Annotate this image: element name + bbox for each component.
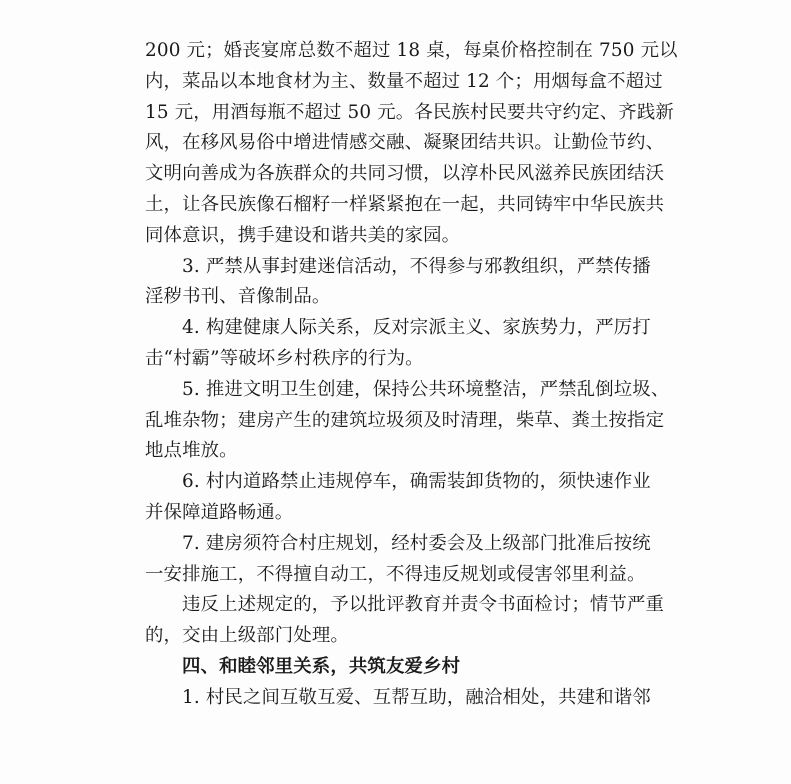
section-heading: [145, 652, 650, 683]
paragraph-continued: [145, 36, 678, 252]
clause-paragraph: [145, 529, 650, 591]
clause-paragraph: [145, 375, 670, 467]
text-line: 200 元；婚丧宴席总数不超过 18 桌，每桌价格控制在 750 元以: [145, 40, 678, 61]
text-line: 击“村霸”等破坏乡村秩序的行为。: [145, 347, 424, 369]
text-line: 内，菜品以本地食材为主、数量不超过 12 个；用烟每盒不超过: [145, 70, 663, 92]
clause-paragraph: [145, 467, 650, 529]
text-line: 违反上述规定的，予以批评教育并责令书面检讨；情节严重: [182, 594, 665, 616]
text-line: 同体意识，携手建设和谐共美的家园。: [145, 224, 461, 246]
text-line: 一安排施工，不得擅自动工，不得违反规划或侵害邻里利益。: [145, 563, 646, 585]
text-line: 并保障道路畅通。: [145, 501, 294, 523]
penalty-paragraph: [145, 590, 665, 652]
text-line: 文明向善成为各族群众的共同习惯，以淳朴民风滋养民族团结沃: [145, 163, 665, 185]
text-line: 的，交由上级部门处理。: [145, 625, 349, 647]
clause-paragraph: [145, 313, 650, 375]
text-line: 土，让各民族像石榴籽一样紧紧抱在一起，共同铸牢中华民族共: [145, 193, 665, 215]
text-line: 6. 村内道路禁止违规停车，确需装卸货物的，须快速作业: [182, 471, 651, 493]
text-line: 乱堆杂物；建房产生的建筑垃圾须及时清理，柴草、粪土按指定: [145, 409, 665, 431]
text-line: 5. 推进文明卫生创建，保持公共环境整洁，严禁乱倒垃圾、: [182, 378, 670, 400]
text-line: 风，在移风易俗中增进情感交融、凝聚团结共识。让勤俭节约、: [145, 132, 665, 154]
text-line: 地点堆放。: [145, 440, 238, 462]
text-line: 淫秽书刊、音像制品。: [145, 286, 331, 308]
text-line: 1. 村民之间互敬互爱、互帮互助，融洽相处，共建和谐邻: [182, 686, 651, 708]
text-line: 15 元，用酒每瓶不超过 50 元。各民族村民要共守约定、齐践新: [145, 101, 674, 123]
section-heading-text: 四、和睦邻里关系，共筑友爱乡村: [182, 655, 461, 677]
clause-paragraph: [145, 683, 650, 714]
document-body: [145, 36, 678, 714]
clause-paragraph: [145, 252, 650, 314]
text-line: 4. 构建健康人际关系，反对宗派主义、家族势力，严厉打: [182, 317, 651, 339]
text-line: 3. 严禁从事封建迷信活动，不得参与邪教组织，严禁传播: [182, 255, 651, 277]
text-line: 7. 建房须符合村庄规划，经村委会及上级部门批准后按统: [182, 532, 651, 554]
